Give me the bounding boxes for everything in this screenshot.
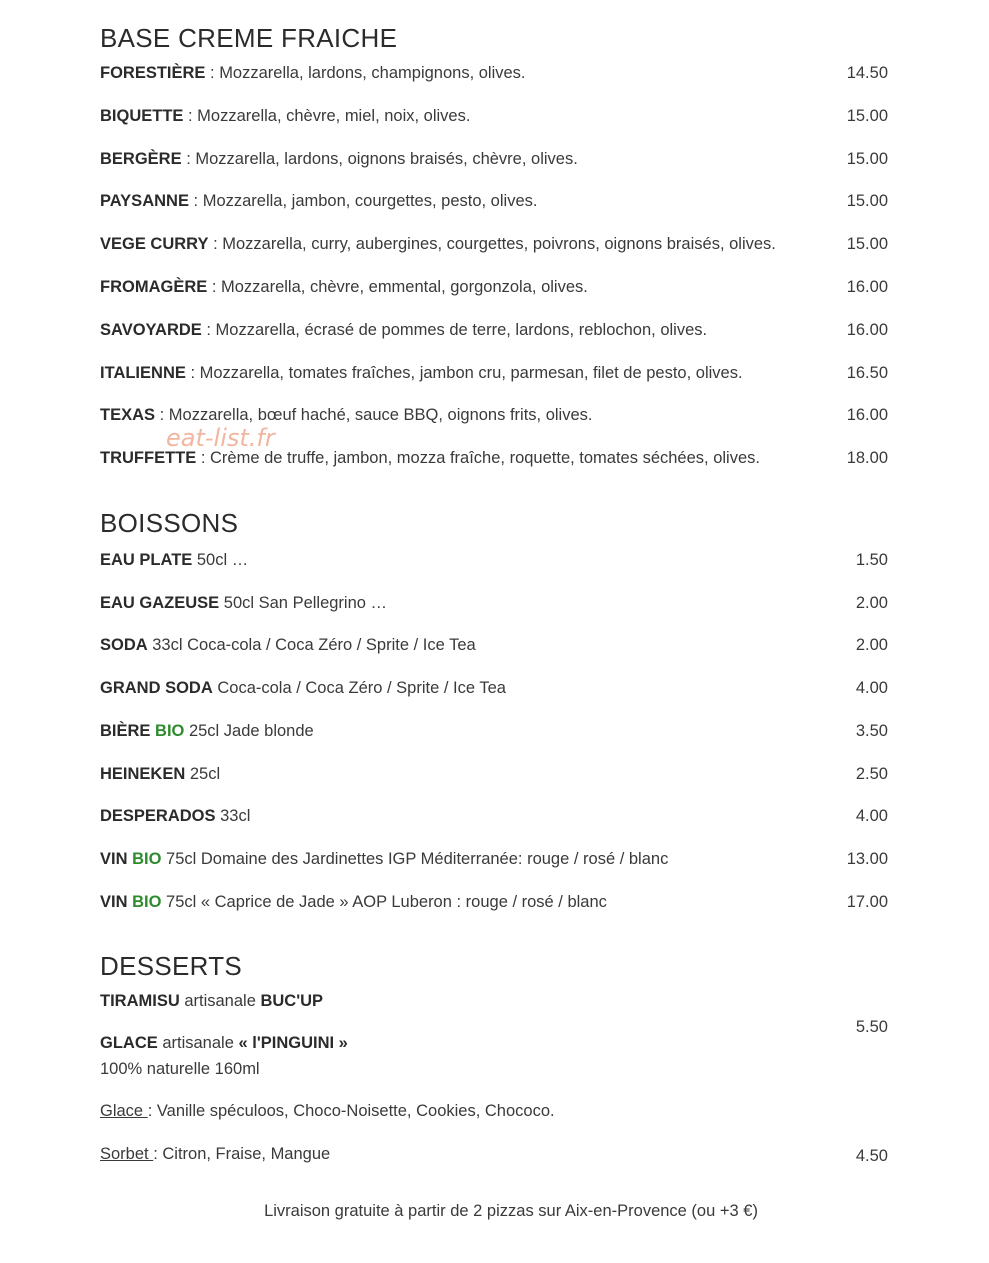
item-price: 3.50 — [855, 721, 888, 740]
item-text — [100, 847, 668, 871]
item-text — [100, 275, 588, 299]
item-description: Coca-cola / Coca Zéro / Sprite / Ice Tea — [212, 679, 506, 698]
item-description: 50cl San Pellegrino … — [219, 593, 388, 612]
item-description: : Mozzarella, lardons, champignons, olives. — [205, 64, 526, 82]
item-text — [100, 676, 506, 700]
item-price: 13.00 — [846, 849, 888, 868]
bio-label: BIO — [127, 892, 162, 911]
item-name: BERGÈRE — [100, 149, 182, 168]
dessert-glace — [100, 1031, 348, 1055]
flavors-text: : Vanille spéculoos, Choco-Noisette, Cookies, Chococo. — [147, 1102, 555, 1120]
item-text — [100, 147, 578, 171]
dessert-sorbet — [100, 1142, 330, 1166]
menu-item — [100, 591, 888, 615]
menu-item — [100, 676, 888, 700]
item-text — [100, 318, 707, 342]
item-text — [100, 446, 760, 470]
item-text — [100, 762, 220, 786]
section-title-creme: BASE CREME FRAICHE — [100, 23, 398, 53]
item-name: VIN — [100, 892, 128, 911]
menu-item — [100, 633, 888, 657]
item-name: DESPERADOS — [100, 807, 216, 826]
item-price: 14.50 — [846, 64, 888, 82]
item-text — [100, 890, 607, 914]
item-price: 15.00 — [846, 106, 888, 125]
item-name: BIQUETTE — [100, 106, 184, 125]
menu-item — [100, 446, 888, 470]
item-name: FORESTIÈRE — [100, 64, 206, 82]
item-name: FROMAGÈRE — [100, 278, 208, 296]
item-price: 2.00 — [855, 593, 888, 612]
dessert-glace-flavors — [100, 1099, 555, 1123]
item-description: 25cl Jade blonde — [184, 721, 314, 740]
dessert-name: GLACE — [100, 1034, 158, 1052]
watermark: eat-list.fr — [166, 424, 275, 452]
bio-label: BIO — [150, 721, 185, 740]
item-name: TRUFFETTE — [100, 449, 197, 468]
item-text — [100, 361, 743, 385]
menu-item — [100, 318, 888, 342]
menu-item — [100, 361, 888, 385]
item-name: EAU PLATE — [100, 551, 193, 569]
item-name: TEXAS — [100, 406, 156, 425]
menu-item — [100, 232, 888, 256]
item-text — [100, 591, 387, 615]
bio-label: BIO — [127, 849, 162, 868]
menu-item — [100, 61, 888, 85]
menu-item — [100, 719, 888, 743]
item-price: 15.00 — [846, 235, 888, 254]
item-description: 75cl « Caprice de Jade » AOP Luberon : rouge / rosé / blanc — [161, 892, 607, 911]
item-description: 25cl — [185, 764, 221, 783]
item-name: PAYSANNE — [100, 192, 189, 211]
dessert-mid: artisanale — [157, 1034, 239, 1052]
sorbet-text: : Citron, Fraise, Mangue — [153, 1145, 331, 1163]
item-price: 16.50 — [846, 363, 888, 382]
item-price: 16.00 — [846, 320, 888, 339]
item-text — [100, 633, 476, 657]
item-text — [100, 232, 776, 256]
menu-item — [100, 147, 888, 171]
menu-item — [100, 275, 888, 299]
item-name: SAVOYARDE — [100, 320, 202, 339]
item-description: 33cl — [215, 807, 251, 826]
menu-item — [100, 890, 888, 914]
item-description: : Mozzarella, tomates fraîches, jambon cru, parmesan, filet de pesto, olives. — [185, 363, 743, 382]
menu-item — [100, 189, 888, 213]
item-description: : Mozzarella, chèvre, miel, noix, olives. — [183, 106, 471, 125]
dessert-glace-note: 100% naturelle 160ml — [100, 1060, 260, 1078]
dessert-mid: artisanale — [179, 992, 261, 1010]
sorbet-price: 4.50 — [855, 1147, 888, 1165]
delivery-footer: Livraison gratuite à partir de 2 pizzas sur Aix-en-Provence (ou +3 €) — [264, 1202, 758, 1220]
dessert-brand: « l'PINGUINI » — [238, 1034, 348, 1052]
dessert-shared-price: 5.50 — [855, 1018, 888, 1036]
item-price: 2.50 — [855, 764, 888, 783]
menu-item — [100, 548, 888, 572]
item-text — [100, 104, 470, 128]
item-text — [100, 403, 592, 427]
menu-item — [100, 104, 888, 128]
item-name: HEINEKEN — [100, 764, 186, 783]
dessert-brand: BUC'UP — [260, 992, 324, 1010]
menu-item — [100, 804, 888, 828]
item-text — [100, 804, 250, 828]
item-name: VIN — [100, 849, 128, 868]
item-description: : Mozzarella, jambon, courgettes, pesto, olives. — [188, 192, 538, 211]
item-description: : Mozzarella, bœuf haché, sauce BBQ, oignons frits, olives. — [155, 406, 593, 425]
item-name: EAU GAZEUSE — [100, 593, 220, 612]
section-title-boissons: BOISSONS — [100, 508, 239, 538]
item-price: 17.00 — [846, 892, 888, 911]
item-price: 18.00 — [846, 449, 888, 468]
item-name: VEGE CURRY — [100, 235, 209, 254]
dessert-tiramisu — [100, 989, 323, 1013]
item-price: 4.00 — [855, 807, 888, 826]
item-description: : Mozzarella, curry, aubergines, courgettes, poivrons, oignons braisés, olives. — [208, 235, 776, 254]
item-description: : Mozzarella, lardons, oignons braisés, chèvre, olives. — [181, 149, 578, 168]
item-name: SODA — [100, 636, 148, 655]
item-description: : Mozzarella, écrasé de pommes de terre, lardons, reblochon, olives. — [201, 320, 708, 339]
item-price: 4.00 — [855, 679, 888, 698]
item-price: 16.00 — [846, 406, 888, 425]
menu-item — [100, 847, 888, 871]
section-title-desserts: DESSERTS — [100, 951, 243, 981]
sorbet-label: Sorbet — [100, 1145, 154, 1163]
item-price: 1.50 — [855, 551, 888, 569]
item-price: 2.00 — [855, 636, 888, 655]
item-name: BIÈRE — [100, 721, 151, 740]
item-description: 33cl Coca-cola / Coca Zéro / Sprite / Ice Tea — [147, 636, 476, 655]
dessert-name: TIRAMISU — [100, 992, 180, 1010]
menu-item — [100, 762, 888, 786]
item-text — [100, 719, 314, 743]
menu-item — [100, 403, 888, 427]
item-price: 15.00 — [846, 192, 888, 211]
item-price: 16.00 — [846, 278, 888, 296]
item-text — [100, 61, 526, 85]
item-description: : Mozzarella, chèvre, emmental, gorgonzola, olives. — [207, 278, 588, 296]
item-text — [100, 548, 248, 572]
item-name: GRAND SODA — [100, 679, 213, 698]
item-description: 75cl Domaine des Jardinettes IGP Méditerranée: rouge / rosé / blanc — [161, 849, 669, 868]
item-name: ITALIENNE — [100, 363, 186, 382]
item-description: 50cl … — [192, 551, 249, 569]
item-text — [100, 189, 537, 213]
item-price: 15.00 — [846, 149, 888, 168]
item-description: : Crème de truffe, jambon, mozza fraîche, roquette, tomates séchées, olives. — [196, 449, 760, 468]
flavors-label: Glace — [100, 1102, 148, 1120]
